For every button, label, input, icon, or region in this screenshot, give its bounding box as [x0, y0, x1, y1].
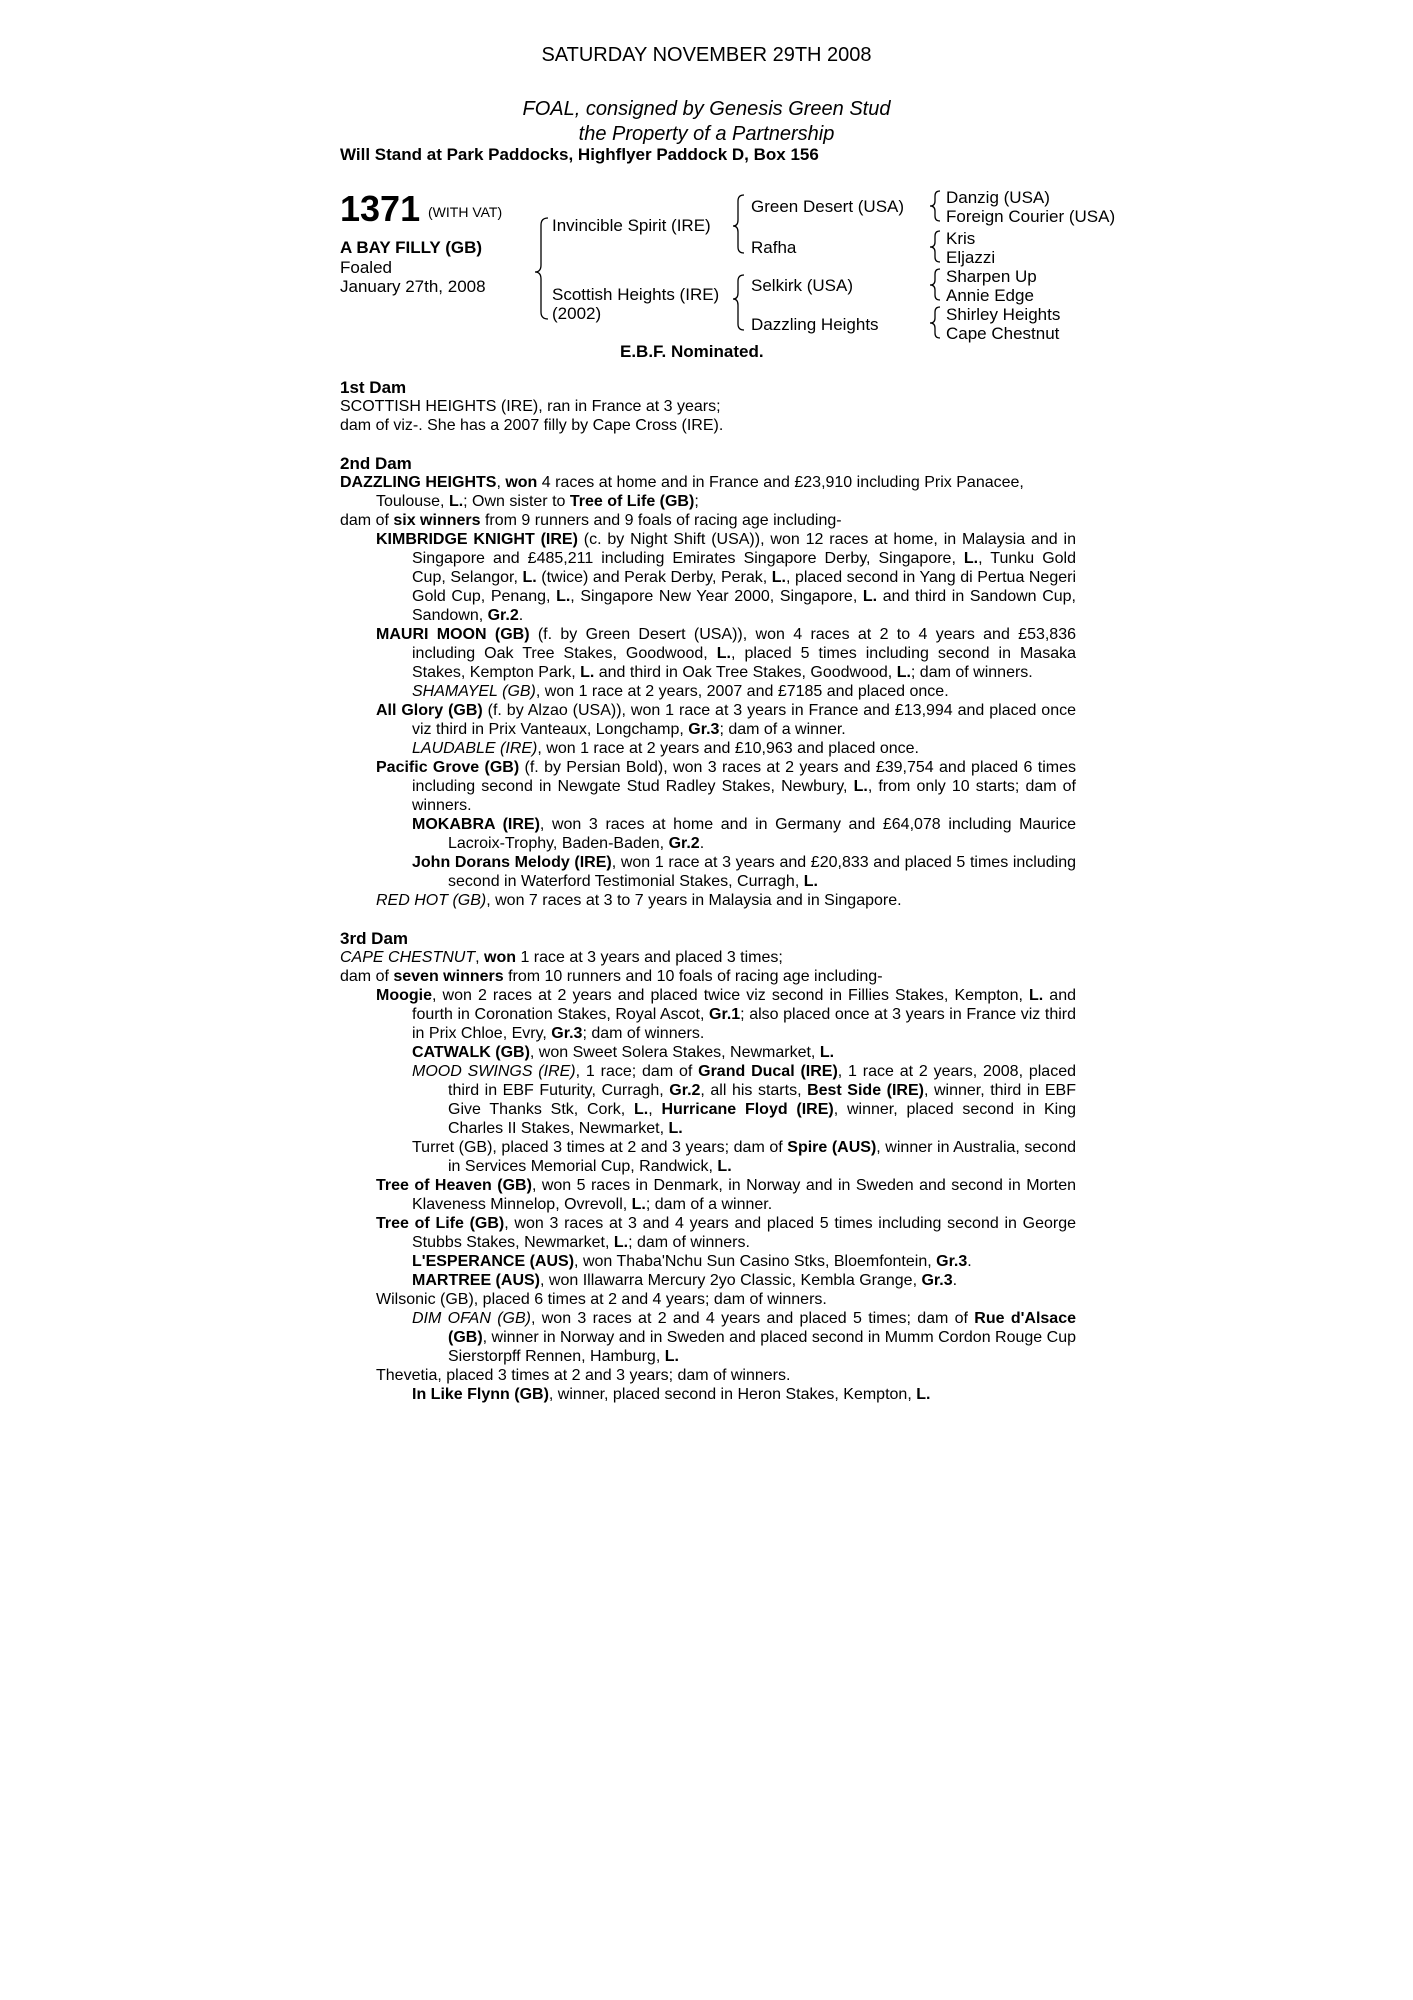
pedigree-entry: [340, 625, 1076, 682]
entry-text: ;: [694, 493, 699, 510]
pedigree-entry: [340, 1043, 1076, 1062]
entry-text: , Singapore New Year 2000, Singapore,: [570, 588, 863, 605]
entry-text: ,: [648, 1101, 662, 1118]
pedigree-entry: [340, 1062, 1076, 1138]
entry-text: , placed 5 times including second in Masaka Stakes, Kempton Park,: [412, 645, 1077, 681]
entry-text: and fourth in Coronation Stakes, Royal Ascot,: [412, 987, 1077, 1023]
entry-text: ; Own sister to: [463, 493, 570, 510]
bold-text: L.: [634, 1101, 649, 1118]
pedigree-entry: [340, 682, 1076, 701]
pedigree-entry: [340, 1214, 1076, 1252]
bold-text: L.: [862, 588, 878, 605]
bold-text: Gr.1: [709, 1006, 741, 1023]
bold-text: L.: [716, 645, 731, 662]
entry-text: , won Sweet Solera Stakes, Newmarket,: [529, 1044, 820, 1061]
bold-text: Tree of Life (GB): [376, 1215, 505, 1232]
pedigree-entry: [340, 891, 1076, 910]
bold-text: Gr.2: [487, 607, 519, 624]
entry-text: 1 race at 3 years and placed 3 times;: [516, 949, 783, 966]
bold-text: L.: [556, 588, 571, 605]
entry-text: 4 races at home and in France and £23,910 including Prix Panacee, Toulouse,: [376, 474, 1024, 510]
entry-text: , placed second in Yang di Pertua Negeri Gold Cup, Penang,: [412, 569, 1077, 605]
entry-text: , 1 race; dam of: [575, 1063, 699, 1080]
bold-text: L.: [580, 664, 595, 681]
pedigree-entry: [340, 1309, 1076, 1366]
bold-text: L.: [896, 664, 911, 681]
entry-text: and third in Oak Tree Stakes, Goodwood,: [594, 664, 897, 681]
pedigree-dam-year: (2002): [552, 304, 602, 323]
entry-text: , winner in Australia, second in Services Memorial Cup, Randwick,: [448, 1139, 1077, 1175]
entry-text: , Tunku Gold Cup, Selangor,: [412, 550, 1076, 586]
bold-text: won: [484, 949, 517, 966]
pedigree-ggs-8: Cape Chestnut: [946, 324, 1060, 343]
bold-text: Gr.3: [688, 721, 720, 738]
italic-text: CAPE CHESTNUT: [340, 949, 476, 966]
bold-text: Best Side (IRE): [807, 1082, 924, 1099]
dam3-body: [340, 948, 1076, 1404]
pedigree-entry: [340, 511, 1076, 530]
entry-text: (f. by Persian Bold), won 3 races at 2 years and £39,754 and placed 6 times including second in Newgate Stud Radley Stakes, Newbury,: [412, 759, 1077, 795]
entry-text: , winner in Norway and in Sweden and placed second in Mumm Cordon Rouge Cup Sierstorpff Rennen, Hamburg,: [448, 1329, 1076, 1365]
entry-text: ; dam of winners.: [582, 1025, 705, 1042]
bold-text: All Glory (GB): [376, 702, 483, 719]
pedigree-entry: [340, 1385, 1076, 1404]
dam-details: [340, 378, 1076, 1404]
entry-text: dam of: [340, 512, 394, 529]
entry-text: ; dam of a winner.: [719, 721, 846, 738]
entry-text: ; also placed once at 3 years in France viz third in Prix Chloe, Evry,: [412, 1006, 1077, 1042]
bold-text: L.: [522, 569, 537, 586]
bold-text: MAURI MOON (GB): [376, 626, 530, 643]
italic-text: DIM OFAN (GB): [412, 1310, 531, 1327]
bold-text: L.: [668, 1120, 683, 1137]
entry-text: ; dam of winners.: [628, 1234, 750, 1251]
italic-text: LAUDABLE (IRE): [412, 740, 538, 757]
bold-text: Spire (AUS): [787, 1139, 877, 1156]
bold-text: seven winners: [393, 968, 504, 985]
entry-text: , won 1 race at 3 years and £20,833 and placed 5 times including second in Waterford Testimonial Stakes, Curragh,: [448, 854, 1076, 890]
entry-text: (twice) and Perak Derby, Perak,: [536, 569, 772, 586]
consignor-line: FOAL, consigned by Genesis Green Stud: [522, 98, 891, 120]
bold-text: L.: [803, 873, 818, 890]
bold-text: Gr.3: [936, 1253, 968, 1270]
bold-text: L.: [1029, 987, 1044, 1004]
bold-text: Gr.2: [668, 835, 700, 852]
pedigree-entry: [340, 1290, 1076, 1309]
italic-text: SHAMAYEL (GB): [412, 683, 536, 700]
entry-text: from 10 runners and 10 foals of racing age including-: [503, 968, 883, 985]
entry-text: , 1 race at 2 years, 2008, placed third in EBF Futurity, Curragh,: [448, 1063, 1076, 1099]
entry-text: , won 7 races at 3 to 7 years in Malaysia and in Singapore.: [486, 892, 902, 909]
entry-text: , won 3 races at home and in Germany and £64,078 including Maurice Lacroix-Trophy, Baden-Baden,: [448, 816, 1076, 852]
bold-text: L.: [819, 1044, 835, 1061]
bold-text: L'ESPERANCE (AUS): [412, 1253, 575, 1270]
pedigree-sire-dam: Rafha: [751, 238, 797, 257]
pedigree-entry: [340, 948, 1076, 967]
pedigree-ggs-4: Eljazzi: [946, 248, 996, 267]
pedigree-dam-sire: Selkirk (USA): [751, 276, 854, 295]
pedigree-entry: [340, 530, 1076, 625]
pedigree-ggs-7: Shirley Heights: [946, 305, 1061, 324]
entry-text: , won 5 races in Denmark, in Norway and in Sweden and second in Morten Klaveness Minnelop, Ovrevoll,: [412, 1177, 1076, 1213]
vat-note: (WITH VAT): [428, 204, 503, 220]
dam1-line: dam of viz-. She has a 2007 filly by Cape Cross (IRE).: [340, 417, 724, 434]
entry-text: Thevetia, placed 3 times at 2 and 3 years; dam of winners.: [376, 1367, 791, 1384]
bold-text: Tree of Life (GB): [569, 493, 695, 510]
bold-text: MARTREE (AUS): [412, 1272, 540, 1289]
bold-text: won: [505, 474, 538, 491]
entry-text: dam of: [340, 968, 394, 985]
bold-text: Grand Ducal (IRE): [698, 1063, 838, 1080]
pedigree-entry: [340, 1176, 1076, 1214]
pedigree-ggs-3: Kris: [946, 229, 976, 248]
entry-text: (f. by Green Desert (USA)), won 4 races at 2 to 4 years and £53,836 including Oak Tree Stakes, Goodwood,: [412, 626, 1077, 662]
bold-text: CATWALK (GB): [412, 1044, 530, 1061]
bold-text: Rue d'Alsace (GB): [448, 1310, 1077, 1346]
horse-name: A BAY FILLY (GB): [340, 238, 483, 257]
bold-text: Moogie: [376, 987, 432, 1004]
foaled-date: January 27th, 2008: [340, 277, 486, 296]
foaled-label: Foaled: [340, 258, 392, 277]
entry-text: , won 3 races at 3 and 4 years and placed 5 times including second in George Stubbs Stakes, Newmarket,: [412, 1215, 1077, 1251]
pedigree-entry: [340, 758, 1076, 815]
pedigree-entry: [340, 1271, 1076, 1290]
entry-text: ; dam of a winner.: [645, 1196, 773, 1213]
entry-text: Wilsonic (GB), placed 6 times at 2 and 4 years; dam of winners.: [376, 1291, 827, 1308]
dam3-heading: 3rd Dam: [340, 929, 409, 948]
bold-text: John Dorans Melody (IRE): [412, 854, 612, 871]
entry-text: , winner, placed second in Heron Stakes, Kempton,: [548, 1386, 917, 1403]
entry-text: , won Illawarra Mercury 2yo Classic, Kembla Grange,: [540, 1272, 922, 1289]
pedigree-entry: [340, 701, 1076, 739]
entry-text: ; dam of winners.: [910, 664, 1033, 681]
entry-text: , won 3 races at 2 and 4 years and placed 5 times; dam of: [530, 1310, 975, 1327]
pedigree-ggs-5: Sharpen Up: [946, 267, 1037, 286]
pedigree-sire: Invincible Spirit (IRE): [552, 216, 711, 235]
pedigree-ggs-1: Danzig (USA): [946, 188, 1050, 207]
lot-number: 1371: [340, 188, 421, 229]
pedigree-entry: [340, 739, 1076, 758]
entry-text: Turret (GB), placed 3 times at 2 and 3 years; dam of: [412, 1139, 788, 1156]
bold-text: L.: [613, 1234, 629, 1251]
pedigree-entry: [340, 815, 1076, 853]
pedigree-entry: [340, 967, 1076, 986]
bold-text: L.: [916, 1386, 931, 1403]
bold-text: L.: [963, 550, 979, 567]
entry-text: from 9 runners and 9 foals of racing age including-: [480, 512, 842, 529]
entry-text: .: [952, 1272, 958, 1289]
pedigree-entry: [340, 473, 1076, 511]
bold-text: L.: [448, 493, 464, 510]
bold-text: L.: [771, 569, 786, 586]
pedigree-sire-sire: Green Desert (USA): [751, 197, 905, 216]
pedigree-entry: [340, 1252, 1076, 1271]
bold-text: L.: [853, 778, 868, 795]
dam2-heading: 2nd Dam: [340, 454, 412, 473]
ebf-nominated: E.B.F. Nominated.: [620, 342, 764, 361]
pedigree-ggs-2: Foreign Courier (USA): [946, 207, 1116, 226]
entry-text: .: [518, 607, 524, 624]
pedigree-ggs-6: Annie Edge: [946, 286, 1034, 305]
italic-text: MOOD SWINGS (IRE): [412, 1063, 576, 1080]
sale-date: SATURDAY NOVEMBER 29TH 2008: [541, 44, 872, 66]
entry-text: .: [699, 835, 705, 852]
stand-location: Will Stand at Park Paddocks, Highflyer Paddock D, Box 156: [340, 145, 819, 164]
pedigree-entry: [340, 1138, 1076, 1176]
bold-text: L.: [631, 1196, 646, 1213]
bold-text: KIMBRIDGE KNIGHT (IRE): [376, 531, 578, 548]
bold-text: six winners: [393, 512, 481, 529]
pedigree-dam: Scottish Heights (IRE): [552, 285, 720, 304]
entry-text: .: [967, 1253, 972, 1270]
entry-text: , all his starts,: [700, 1082, 808, 1099]
entry-text: , winner, placed second in King Charles II Stakes, Newmarket,: [448, 1101, 1077, 1137]
entry-text: (c. by Night Shift (USA)), won 12 races at home, in Malaysia and in Singapore and £485,211 including Emirates Singapore Derby, Singapore,: [412, 531, 1077, 567]
entry-text: ,: [475, 949, 485, 966]
bold-text: Hurricane Floyd (IRE): [661, 1101, 834, 1118]
entry-text: , won 1 race at 2 years and £10,963 and placed once.: [537, 740, 919, 757]
pedigree-entry: [340, 986, 1076, 1043]
property-line: the Property of a Partnership: [578, 123, 835, 145]
bold-text: Gr.3: [551, 1025, 583, 1042]
pedigree-entry: [340, 853, 1076, 891]
entry-text: ,: [496, 474, 506, 491]
bold-text: Tree of Heaven (GB): [376, 1177, 532, 1194]
entry-text: , won 2 races at 2 years and placed twice viz second in Fillies Stakes, Kempton,: [432, 987, 1030, 1004]
entry-text: , won 1 race at 2 years, 2007 and £7185 and placed once.: [535, 683, 949, 700]
entry-text: , from only 10 starts; dam of winners.: [412, 778, 1077, 814]
bold-text: DAZZLING HEIGHTS: [340, 474, 497, 491]
bold-text: Pacific Grove (GB): [376, 759, 520, 776]
entry-text: and third in Sandown Cup, Sandown,: [412, 588, 1077, 624]
pedigree-entry: [340, 1366, 1076, 1385]
italic-text: RED HOT (GB): [376, 892, 487, 909]
entry-text: , winner, third in EBF Give Thanks Stk, Cork,: [448, 1082, 1076, 1118]
entry-text: (f. by Alzao (USA)), won 1 race at 3 years in France and £13,994 and placed once viz third in Prix Vanteaux, Longchamp,: [412, 702, 1077, 738]
bold-text: In Like Flynn (GB): [412, 1386, 549, 1403]
bold-text: L.: [664, 1348, 679, 1365]
dam2-body: [340, 473, 1076, 910]
pedigree-dam-dam: Dazzling Heights: [751, 315, 879, 334]
dam1-line: SCOTTISH HEIGHTS (IRE), ran in France at 3 years;: [340, 398, 721, 415]
bold-text: L.: [717, 1158, 732, 1175]
dam1-heading: 1st Dam: [340, 378, 407, 397]
entry-text: , won Thaba'Nchu Sun Casino Stks, Bloemfontein,: [574, 1253, 937, 1270]
bold-text: Gr.3: [921, 1272, 953, 1289]
bold-text: Gr.2: [669, 1082, 701, 1099]
bold-text: MOKABRA (IRE): [412, 816, 540, 833]
